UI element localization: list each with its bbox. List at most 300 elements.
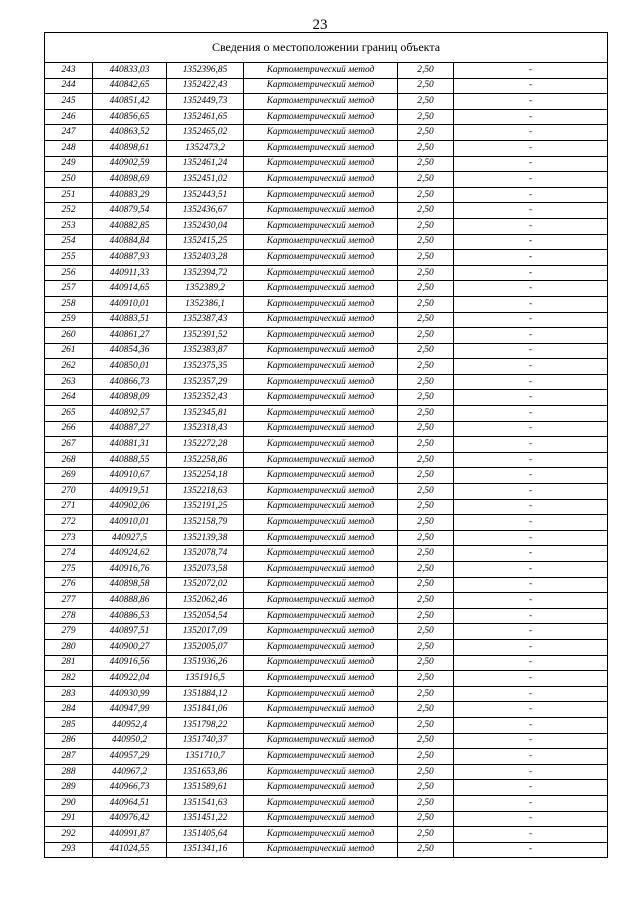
point-number-cell: 280 [45,639,93,655]
table-row [45,94,608,110]
method-cell: Картометрический метод [244,733,398,749]
x-coordinate-cell: 440887,93 [93,250,167,266]
y-coordinate-cell: 1351589,61 [167,780,244,796]
description-cell: - [454,312,608,328]
description-cell: - [454,749,608,765]
table-row [45,374,608,390]
point-number-cell: 283 [45,686,93,702]
table-row [45,811,608,827]
method-cell: Картометрический метод [244,125,398,141]
description-cell: - [454,156,608,172]
method-cell: Картометрический метод [244,686,398,702]
x-coordinate-cell: 440883,29 [93,187,167,203]
x-coordinate-cell: 440888,55 [93,452,167,468]
method-cell: Картометрический метод [244,63,398,79]
x-coordinate-cell: 440881,31 [93,437,167,453]
x-coordinate-cell: 440916,76 [93,562,167,578]
method-cell: Картометрический метод [244,140,398,156]
method-cell: Картометрический метод [244,437,398,453]
point-number-cell: 249 [45,156,93,172]
method-cell: Картометрический метод [244,156,398,172]
y-coordinate-cell: 1352005,07 [167,639,244,655]
description-cell: - [454,639,608,655]
description-cell: - [454,296,608,312]
x-coordinate-cell: 440927,5 [93,530,167,546]
accuracy-cell: 2,50 [398,187,454,203]
table-row [45,764,608,780]
point-number-cell: 246 [45,109,93,125]
point-number-cell: 243 [45,63,93,79]
x-coordinate-cell: 440914,65 [93,281,167,297]
method-cell: Картометрический метод [244,764,398,780]
accuracy-cell: 2,50 [398,437,454,453]
point-number-cell: 244 [45,78,93,94]
method-cell: Картометрический метод [244,281,398,297]
description-cell: - [454,655,608,671]
y-coordinate-cell: 1352387,43 [167,312,244,328]
point-number-cell: 250 [45,172,93,188]
description-cell: - [454,374,608,390]
x-coordinate-cell: 440950,2 [93,733,167,749]
accuracy-cell: 2,50 [398,94,454,110]
table-row [45,172,608,188]
description-cell: - [454,421,608,437]
method-cell: Картометрический метод [244,795,398,811]
y-coordinate-cell: 1352218,63 [167,484,244,500]
method-cell: Картометрический метод [244,530,398,546]
y-coordinate-cell: 1352258,86 [167,452,244,468]
x-coordinate-cell: 440910,67 [93,468,167,484]
table-title: Сведения о местоположении границ объекта [45,33,608,63]
x-coordinate-cell: 440900,27 [93,639,167,655]
x-coordinate-cell: 440851,42 [93,94,167,110]
method-cell: Картометрический метод [244,328,398,344]
accuracy-cell: 2,50 [398,406,454,422]
description-cell: - [454,515,608,531]
point-number-cell: 258 [45,296,93,312]
x-coordinate-cell: 440897,51 [93,624,167,640]
accuracy-cell: 2,50 [398,172,454,188]
table-row [45,187,608,203]
table-row [45,624,608,640]
description-cell: - [454,437,608,453]
accuracy-cell: 2,50 [398,156,454,172]
point-number-cell: 287 [45,749,93,765]
table-row [45,702,608,718]
accuracy-cell: 2,50 [398,328,454,344]
y-coordinate-cell: 1352072,02 [167,577,244,593]
point-number-cell: 289 [45,780,93,796]
description-cell: - [454,452,608,468]
method-cell: Картометрический метод [244,749,398,765]
description-cell: - [454,733,608,749]
accuracy-cell: 2,50 [398,842,454,858]
y-coordinate-cell: 1352443,51 [167,187,244,203]
y-coordinate-cell: 1352436,67 [167,203,244,219]
y-coordinate-cell: 1352461,24 [167,156,244,172]
description-cell: - [454,234,608,250]
method-cell: Картометрический метод [244,484,398,500]
table-row [45,655,608,671]
table-row [45,281,608,297]
table-row [45,686,608,702]
accuracy-cell: 2,50 [398,733,454,749]
point-number-cell: 268 [45,452,93,468]
accuracy-cell: 2,50 [398,811,454,827]
y-coordinate-cell: 1352318,43 [167,421,244,437]
method-cell: Картометрический метод [244,187,398,203]
y-coordinate-cell: 1352465,02 [167,125,244,141]
accuracy-cell: 2,50 [398,577,454,593]
accuracy-cell: 2,50 [398,250,454,266]
accuracy-cell: 2,50 [398,639,454,655]
table-row [45,218,608,234]
table-row [45,827,608,843]
table-row [45,468,608,484]
table-row [45,78,608,94]
y-coordinate-cell: 1352062,46 [167,593,244,609]
accuracy-cell: 2,50 [398,499,454,515]
method-cell: Картометрический метод [244,608,398,624]
page-number: 23 [312,17,328,33]
y-coordinate-cell: 1352054,54 [167,608,244,624]
y-coordinate-cell: 1352139,38 [167,530,244,546]
table-row [45,250,608,266]
point-number-cell: 252 [45,203,93,219]
method-cell: Картометрический метод [244,234,398,250]
table-row [45,639,608,655]
description-cell: - [454,702,608,718]
accuracy-cell: 2,50 [398,203,454,219]
x-coordinate-cell: 440952,4 [93,717,167,733]
method-cell: Картометрический метод [244,827,398,843]
description-cell: - [454,842,608,858]
method-cell: Картометрический метод [244,421,398,437]
point-number-cell: 257 [45,281,93,297]
y-coordinate-cell: 1352403,28 [167,250,244,266]
accuracy-cell: 2,50 [398,562,454,578]
y-coordinate-cell: 1352430,04 [167,218,244,234]
description-cell: - [454,780,608,796]
method-cell: Картометрический метод [244,218,398,234]
point-number-cell: 277 [45,593,93,609]
y-coordinate-cell: 1351451,22 [167,811,244,827]
description-cell: - [454,140,608,156]
point-number-cell: 261 [45,343,93,359]
table-row [45,562,608,578]
table-row [45,593,608,609]
accuracy-cell: 2,50 [398,717,454,733]
method-cell: Картометрический метод [244,593,398,609]
x-coordinate-cell: 440888,86 [93,593,167,609]
y-coordinate-cell: 1351841,06 [167,702,244,718]
method-cell: Картометрический метод [244,468,398,484]
description-cell: - [454,717,608,733]
point-number-cell: 267 [45,437,93,453]
method-cell: Картометрический метод [244,842,398,858]
point-number-cell: 286 [45,733,93,749]
x-coordinate-cell: 440930,99 [93,686,167,702]
description-cell: - [454,499,608,515]
accuracy-cell: 2,50 [398,374,454,390]
accuracy-cell: 2,50 [398,546,454,562]
y-coordinate-cell: 1352415,25 [167,234,244,250]
accuracy-cell: 2,50 [398,764,454,780]
x-coordinate-cell: 440898,61 [93,140,167,156]
y-coordinate-cell: 1352375,35 [167,359,244,375]
accuracy-cell: 2,50 [398,608,454,624]
table-row [45,780,608,796]
y-coordinate-cell: 1351884,12 [167,686,244,702]
method-cell: Картометрический метод [244,296,398,312]
description-cell: - [454,562,608,578]
description-cell: - [454,218,608,234]
method-cell: Картометрический метод [244,546,398,562]
point-number-cell: 284 [45,702,93,718]
description-cell: - [454,671,608,687]
description-cell: - [454,187,608,203]
method-cell: Картометрический метод [244,406,398,422]
method-cell: Картометрический метод [244,515,398,531]
y-coordinate-cell: 1351541,63 [167,795,244,811]
accuracy-cell: 2,50 [398,359,454,375]
x-coordinate-cell: 440856,65 [93,109,167,125]
accuracy-cell: 2,50 [398,78,454,94]
method-cell: Картометрический метод [244,390,398,406]
point-number-cell: 288 [45,764,93,780]
accuracy-cell: 2,50 [398,218,454,234]
description-cell: - [454,250,608,266]
point-number-cell: 256 [45,265,93,281]
accuracy-cell: 2,50 [398,671,454,687]
x-coordinate-cell: 440916,56 [93,655,167,671]
accuracy-cell: 2,50 [398,686,454,702]
y-coordinate-cell: 1352473,2 [167,140,244,156]
x-coordinate-cell: 440866,73 [93,374,167,390]
table-row [45,437,608,453]
table-row [45,842,608,858]
x-coordinate-cell: 440879,54 [93,203,167,219]
point-number-cell: 285 [45,717,93,733]
table-row [45,296,608,312]
accuracy-cell: 2,50 [398,265,454,281]
point-number-cell: 251 [45,187,93,203]
x-coordinate-cell: 440910,01 [93,296,167,312]
y-coordinate-cell: 1351740,37 [167,733,244,749]
description-cell: - [454,827,608,843]
table-row [45,484,608,500]
description-cell: - [454,593,608,609]
accuracy-cell: 2,50 [398,780,454,796]
point-number-cell: 260 [45,328,93,344]
x-coordinate-cell: 440947,99 [93,702,167,718]
accuracy-cell: 2,50 [398,468,454,484]
y-coordinate-cell: 1352272,28 [167,437,244,453]
method-cell: Картометрический метод [244,780,398,796]
description-cell: - [454,265,608,281]
y-coordinate-cell: 1352345,81 [167,406,244,422]
method-cell: Картометрический метод [244,374,398,390]
y-coordinate-cell: 1352422,43 [167,78,244,94]
y-coordinate-cell: 1351341,16 [167,842,244,858]
point-number-cell: 255 [45,250,93,266]
table-row [45,733,608,749]
description-cell: - [454,686,608,702]
y-coordinate-cell: 1352073,58 [167,562,244,578]
description-cell: - [454,608,608,624]
method-cell: Картометрический метод [244,624,398,640]
y-coordinate-cell: 1352396,85 [167,63,244,79]
table-row [45,577,608,593]
method-cell: Картометрический метод [244,655,398,671]
y-coordinate-cell: 1352254,18 [167,468,244,484]
x-coordinate-cell: 440976,42 [93,811,167,827]
x-coordinate-cell: 440967,2 [93,764,167,780]
x-coordinate-cell: 440966,73 [93,780,167,796]
table-row [45,717,608,733]
accuracy-cell: 2,50 [398,390,454,406]
table-row [45,795,608,811]
x-coordinate-cell: 440911,33 [93,265,167,281]
accuracy-cell: 2,50 [398,296,454,312]
accuracy-cell: 2,50 [398,515,454,531]
method-cell: Картометрический метод [244,671,398,687]
method-cell: Картометрический метод [244,702,398,718]
x-coordinate-cell: 440991,87 [93,827,167,843]
point-number-cell: 265 [45,406,93,422]
point-number-cell: 245 [45,94,93,110]
point-number-cell: 292 [45,827,93,843]
y-coordinate-cell: 1352451,02 [167,172,244,188]
table-row [45,452,608,468]
method-cell: Картометрический метод [244,203,398,219]
method-cell: Картометрический метод [244,265,398,281]
x-coordinate-cell: 440884,84 [93,234,167,250]
y-coordinate-cell: 1352383,87 [167,343,244,359]
description-cell: - [454,203,608,219]
x-coordinate-cell: 440883,51 [93,312,167,328]
table-row [45,203,608,219]
x-coordinate-cell: 440898,09 [93,390,167,406]
accuracy-cell: 2,50 [398,109,454,125]
point-number-cell: 290 [45,795,93,811]
table-row [45,63,608,79]
point-number-cell: 266 [45,421,93,437]
method-cell: Картометрический метод [244,452,398,468]
table-row [45,343,608,359]
point-number-cell: 273 [45,530,93,546]
accuracy-cell: 2,50 [398,593,454,609]
point-number-cell: 276 [45,577,93,593]
x-coordinate-cell: 440861,27 [93,328,167,344]
y-coordinate-cell: 1351653,86 [167,764,244,780]
table-row [45,515,608,531]
table-row [45,312,608,328]
y-coordinate-cell: 1351710,7 [167,749,244,765]
y-coordinate-cell: 1352391,52 [167,328,244,344]
y-coordinate-cell: 1352461,65 [167,109,244,125]
point-number-cell: 248 [45,140,93,156]
description-cell: - [454,811,608,827]
table-row [45,234,608,250]
accuracy-cell: 2,50 [398,125,454,141]
description-cell: - [454,795,608,811]
point-number-cell: 254 [45,234,93,250]
method-cell: Картометрический метод [244,577,398,593]
method-cell: Картометрический метод [244,717,398,733]
description-cell: - [454,94,608,110]
x-coordinate-cell: 440854,36 [93,343,167,359]
point-number-cell: 269 [45,468,93,484]
table-row [45,359,608,375]
y-coordinate-cell: 1352352,43 [167,390,244,406]
description-cell: - [454,125,608,141]
accuracy-cell: 2,50 [398,749,454,765]
method-cell: Картометрический метод [244,94,398,110]
description-cell: - [454,281,608,297]
description-cell: - [454,468,608,484]
method-cell: Картометрический метод [244,172,398,188]
description-cell: - [454,328,608,344]
point-number-cell: 247 [45,125,93,141]
x-coordinate-cell: 440850,01 [93,359,167,375]
description-cell: - [454,359,608,375]
point-number-cell: 272 [45,515,93,531]
y-coordinate-cell: 1352078,74 [167,546,244,562]
accuracy-cell: 2,50 [398,234,454,250]
x-coordinate-cell: 440898,58 [93,577,167,593]
table-row [45,140,608,156]
method-cell: Картометрический метод [244,811,398,827]
accuracy-cell: 2,50 [398,343,454,359]
table-row [45,749,608,765]
description-cell: - [454,390,608,406]
x-coordinate-cell: 440910,01 [93,515,167,531]
x-coordinate-cell: 440902,06 [93,499,167,515]
accuracy-cell: 2,50 [398,795,454,811]
point-number-cell: 270 [45,484,93,500]
accuracy-cell: 2,50 [398,140,454,156]
x-coordinate-cell: 440898,69 [93,172,167,188]
x-coordinate-cell: 440886,53 [93,608,167,624]
accuracy-cell: 2,50 [398,655,454,671]
accuracy-cell: 2,50 [398,624,454,640]
method-cell: Картометрический метод [244,562,398,578]
table-row [45,406,608,422]
description-cell: - [454,406,608,422]
y-coordinate-cell: 1352357,29 [167,374,244,390]
point-number-cell: 271 [45,499,93,515]
table-row [45,390,608,406]
accuracy-cell: 2,50 [398,484,454,500]
x-coordinate-cell: 440957,29 [93,749,167,765]
boundary-table [44,32,608,858]
table-body [45,63,608,858]
y-coordinate-cell: 1352449,73 [167,94,244,110]
point-number-cell: 281 [45,655,93,671]
y-coordinate-cell: 1352017,09 [167,624,244,640]
description-cell: - [454,530,608,546]
table-row [45,671,608,687]
x-coordinate-cell: 440922,04 [93,671,167,687]
method-cell: Картометрический метод [244,359,398,375]
method-cell: Картометрический метод [244,109,398,125]
description-cell: - [454,484,608,500]
description-cell: - [454,764,608,780]
accuracy-cell: 2,50 [398,702,454,718]
accuracy-cell: 2,50 [398,530,454,546]
table-row [45,328,608,344]
